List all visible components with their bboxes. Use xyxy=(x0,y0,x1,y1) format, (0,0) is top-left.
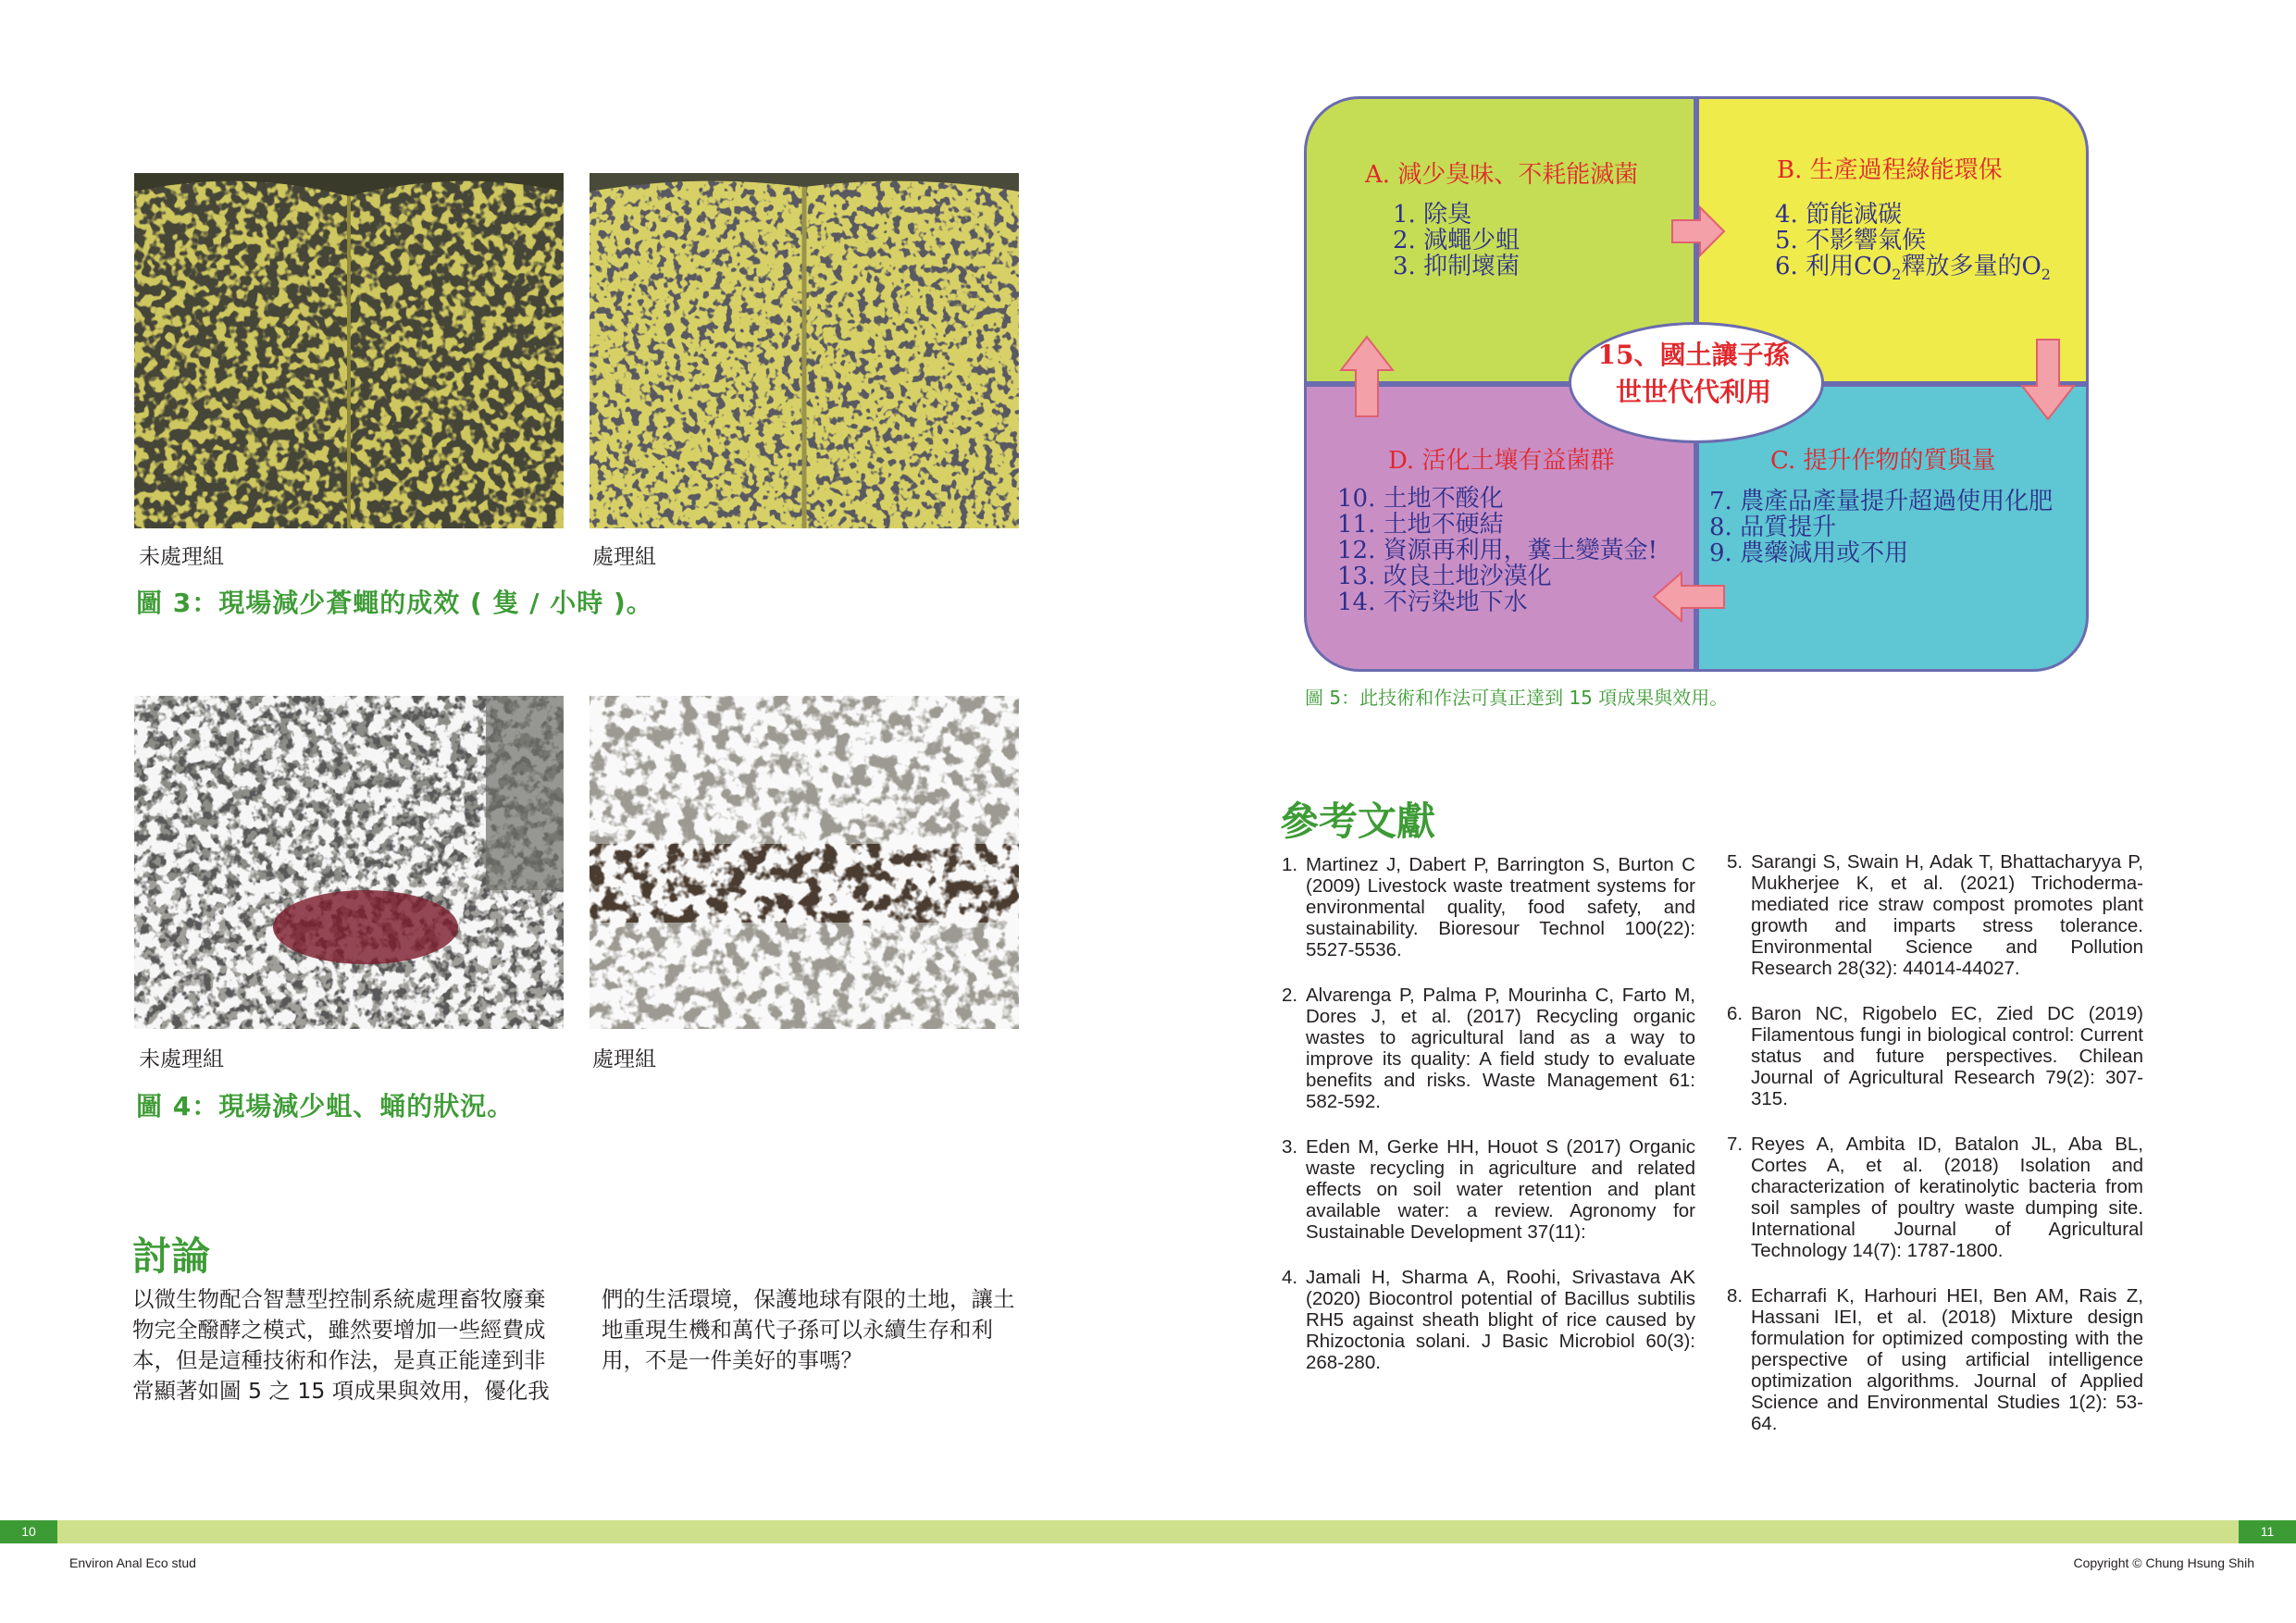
discussion-line: 們的生活環境，保護地球有限的土地，讓土 xyxy=(602,1286,1015,1312)
quadrant-c-item: 7. 農產品產量提升超過使用化肥 xyxy=(1709,488,2054,515)
reference-item: 3. Eden M, Gerke HH, Houot S (2017) Organic waste recycling in agriculture and related effects on soil water retention and plant available water: a review. Agronomy for Sustainable Development 37(11): xyxy=(1282,1136,1695,1243)
quadrant-d-title: D. 活化土壤有益菌群 xyxy=(1388,447,1615,475)
references-left-column xyxy=(1282,854,1695,1397)
reference-item: 2. Alvarenga P, Palma P, Mourinha C, Farto M, Dores J, et al. (2017) Recycling organic wastes to agricultural land as a way to improve its quality: A field study to evaluate benefits and risks. Waste Management 61: 582-592. xyxy=(1282,985,1695,1112)
quadrant-a-item: 1. 除臭 xyxy=(1393,201,1472,229)
discussion-line: 地重現生機和萬代子孫可以永續生存和利 xyxy=(602,1317,993,1343)
fig3-right-label: 處理組 xyxy=(592,545,656,569)
fig4-caption: 圖 4：現場減少蛆、蛹的狀況。 xyxy=(136,1091,515,1121)
discussion-line: 本，但是這種技術和作法，是真正能達到非 xyxy=(132,1347,546,1373)
fig3-caption: 圖 3：現場減少蒼蠅的成效 ( 隻 / 小時 )。 xyxy=(136,588,653,618)
discussion-line: 以微生物配合智慧型控制系統處理畜牧廢棄 xyxy=(132,1286,546,1312)
footer-copyright: Copyright © Chung Hsung Shih xyxy=(2073,1555,2254,1570)
quadrant-c-item: 9. 農藥減用或不用 xyxy=(1709,539,1909,567)
fig5-caption: 圖 5：此技術和作法可真正達到 15 項成果與效用。 xyxy=(1305,687,1729,709)
quadrant-d-item: 14. 不污染地下水 xyxy=(1337,588,1528,616)
quadrant-a-item: 2. 減蠅少蛆 xyxy=(1393,227,1520,254)
discussion-line: 常顯著如圖 5 之 15 項成果與效用，優化我 xyxy=(132,1378,550,1404)
discussion-column-2 xyxy=(602,1284,1015,1376)
quadrant-c-list xyxy=(1709,489,2053,566)
photo-treated-ground xyxy=(590,696,1019,1029)
quadrant-b-item-6: 6. 利用$CO_2$釋放多量的$O_2$ xyxy=(1775,253,2051,284)
footer-journal: Environ Anal Eco stud xyxy=(69,1555,196,1570)
arrow-a-to-b-icon xyxy=(1670,204,1726,259)
quadrant-b-item: 4. 節能減碳 xyxy=(1775,201,1903,229)
quadrant-d-item: 12. 資源再利用，糞土變黃金! xyxy=(1337,537,1658,564)
fig4-right-label: 處理組 xyxy=(592,1047,656,1072)
page-number-right: 11 xyxy=(2239,1520,2296,1543)
quadrant-b-list xyxy=(1775,202,2051,288)
discussion-column-1 xyxy=(132,1284,550,1406)
photo-untreated-flytrap xyxy=(134,173,564,528)
quadrant-c-item: 8. 品質提升 xyxy=(1709,514,1837,541)
reference-item: 1. Martinez J, Dabert P, Barrington S, Burton C (2009) Livestock waste treatment systems for environmental quality, food safety, and sustainability. Bioresour Technol 100(22): 5527-5536. xyxy=(1282,854,1695,960)
photo-untreated-ground xyxy=(134,696,564,1029)
discussion-title: 討論 xyxy=(132,1233,211,1279)
reference-item: 6. Baron NC, Rigobelo EC, Zied DC (2019) Filamentous fungi in biological control: Current status and future perspectives. Chilean Journal of Agricultural Research 79(2): 307-315. xyxy=(1727,1003,2143,1109)
page-number-left: 10 xyxy=(0,1520,57,1543)
fig4-left-label: 未處理組 xyxy=(139,1047,224,1072)
center-goal-line1: 15、國土讓子孫 xyxy=(1597,340,1790,370)
quadrant-b-item: 5. 不影響氣候 xyxy=(1775,227,1927,254)
reference-item: 5. Sarangi S, Swain H, Adak T, Bhattacharyya P, Mukherjee K, et al. (2021) Trichoderma-mediated rice straw compost promotes plant growth and imparts stress tolerance. Environmental Science and Pollution Research 28(32): 44014-44027. xyxy=(1727,851,2143,979)
quadrant-d-item: 13. 改良土地沙漠化 xyxy=(1337,563,1552,590)
arrow-c-to-d-icon xyxy=(1652,569,1726,625)
quadrant-a-title: A. 減少臭味、不耗能滅菌 xyxy=(1365,161,1639,189)
quadrant-b-title: B. 生產過程綠能環保 xyxy=(1777,156,2003,184)
quadrant-d-item: 10. 土地不酸化 xyxy=(1337,485,1504,513)
quadrant-d-item: 11. 土地不硬結 xyxy=(1337,511,1504,539)
discussion-line: 用，不是一件美好的事嗎？ xyxy=(602,1347,863,1373)
quadrant-d-list xyxy=(1337,486,1657,615)
footer-bar xyxy=(0,1520,2296,1543)
arrow-d-to-a-icon xyxy=(1339,335,1395,418)
center-goal-line2: 世世代代利用 xyxy=(1615,377,1771,407)
quadrant-a-list xyxy=(1393,202,1520,279)
reference-item: 8. Echarrafi K, Harhouri HEI, Ben AM, Rais Z, Hassani IEI, et al. (2018) Mixture design formulation for optimized composting with the perspective of using artificial intelligence optimization algorithms. Journal of Applied Science and Environmental Studies 1(2): 53-64. xyxy=(1727,1285,2143,1434)
photo-treated-flytrap xyxy=(590,173,1019,528)
arrow-b-to-c-icon xyxy=(2020,338,2076,421)
reference-item: 4. Jamali H, Sharma A, Roohi, Srivastava AK (2020) Biocontrol potential of Bacillus subtilis RH5 against sheath blight of rice caused by Rhizoctonia solani. J Basic Microbiol 60(3): 268-280. xyxy=(1282,1267,1695,1373)
figure5-diagram xyxy=(1300,93,2091,680)
references-title: 參考文獻 xyxy=(1280,799,1436,844)
reference-item: 7. Reyes A, Ambita ID, Batalon JL, Aba BL, Cortes A, et al. (2018) Isolation and characterization of keratinolytic bacteria from soil samples of poultry waste dumping site. International Journal of Agricultural Technology 14(7): 1787-1800. xyxy=(1727,1134,2143,1261)
references-right-column xyxy=(1727,851,2143,1458)
fig3-left-label: 未處理組 xyxy=(139,545,224,569)
discussion-line: 物完全醱酵之模式，雖然要增加一些經費成 xyxy=(132,1317,546,1343)
quadrant-a-item: 3. 抑制壞菌 xyxy=(1393,253,1520,280)
quadrant-c-title: C. 提升作物的質與量 xyxy=(1770,447,1996,475)
